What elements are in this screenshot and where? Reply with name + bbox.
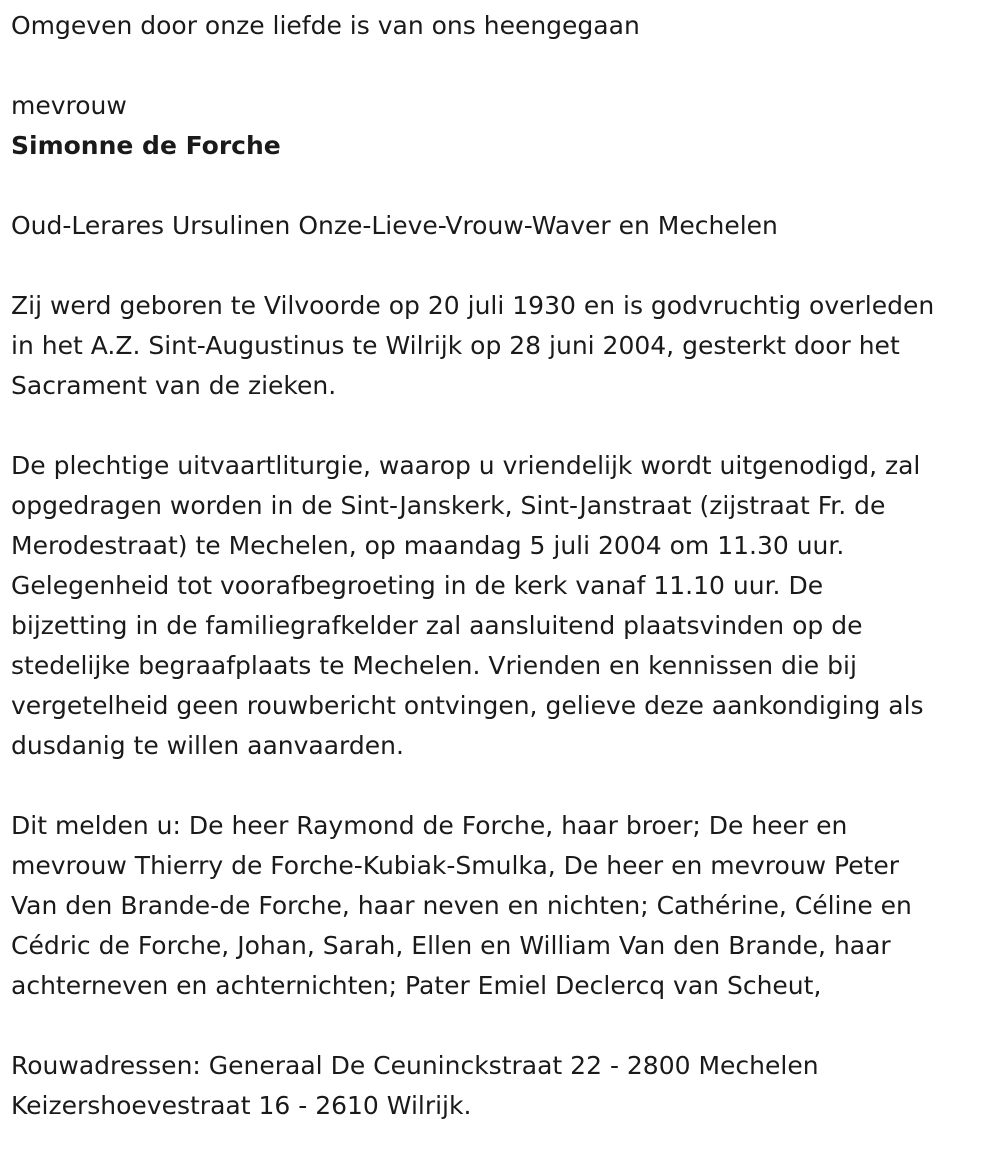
paragraph-line: Zij werd geboren te Vilvoorde op 20 juli 1930 en is godvruchtig overleden bbox=[11, 291, 935, 320]
occupation: Oud-Lerares Ursulinen Onze-Lieve-Vrouw-Waver en Mechelen bbox=[11, 211, 778, 240]
paragraph-line: Merodestraat) te Mechelen, op maandag 5 juli 2004 om 11.30 uur. bbox=[11, 531, 845, 560]
paragraph-line: vergetelheid geen rouwbericht ontvingen, gelieve deze aankondiging als bbox=[11, 691, 924, 720]
paragraph-line: bijzetting in de familiegrafkelder zal aansluitend plaatsvinden op de bbox=[11, 611, 863, 640]
title-prefix: mevrouw bbox=[11, 91, 127, 120]
paragraph-line: Cédric de Forche, Johan, Sarah, Ellen en William Van den Brande, haar bbox=[11, 931, 891, 960]
paragraph-line: opgedragen worden in de Sint-Janskerk, Sint-Janstraat (zijstraat Fr. de bbox=[11, 491, 886, 520]
paragraph-line: Dit melden u: De heer Raymond de Forche, haar broer; De heer en bbox=[11, 811, 848, 840]
paragraph-line: stedelijke begraafplaats te Mechelen. Vrienden en kennissen die bij bbox=[11, 651, 857, 680]
paragraph-line: mevrouw Thierry de Forche-Kubiak-Smulka, De heer en mevrouw Peter bbox=[11, 851, 900, 880]
paragraph-line: achterneven en achternichten; Pater Emiel Declercq van Scheut, bbox=[11, 971, 822, 1000]
spacer bbox=[11, 46, 991, 86]
spacer bbox=[11, 166, 991, 206]
birth-death-paragraph bbox=[11, 286, 991, 406]
spacer bbox=[11, 1006, 991, 1046]
address-line: Keizershoevestraat 16 - 2610 Wilrijk. bbox=[11, 1091, 472, 1120]
paragraph-line: in het A.Z. Sint-Augustinus te Wilrijk op 28 juni 2004, gesterkt door het bbox=[11, 331, 900, 360]
deceased-name: Simonne de Forche bbox=[11, 131, 281, 160]
spacer bbox=[11, 406, 991, 446]
paragraph-line: Sacrament van de zieken. bbox=[11, 371, 337, 400]
paragraph-line: dusdanig te willen aanvaarden. bbox=[11, 731, 404, 760]
addresses-paragraph bbox=[11, 1046, 991, 1126]
family-paragraph bbox=[11, 806, 991, 1006]
paragraph-line: De plechtige uitvaartliturgie, waarop u vriendelijk wordt uitgenodigd, zal bbox=[11, 451, 921, 480]
address-line: Rouwadressen: Generaal De Ceuninckstraat 22 - 2800 Mechelen bbox=[11, 1051, 819, 1080]
paragraph-line: Gelegenheid tot voorafbegroeting in de kerk vanaf 11.10 uur. De bbox=[11, 571, 824, 600]
death-notice bbox=[11, 6, 991, 1126]
paragraph-line: Van den Brande-de Forche, haar neven en nichten; Cathérine, Céline en bbox=[11, 891, 912, 920]
funeral-paragraph bbox=[11, 446, 991, 766]
spacer bbox=[11, 766, 991, 806]
intro-line: Omgeven door onze liefde is van ons heengegaan bbox=[11, 11, 640, 40]
spacer bbox=[11, 246, 991, 286]
